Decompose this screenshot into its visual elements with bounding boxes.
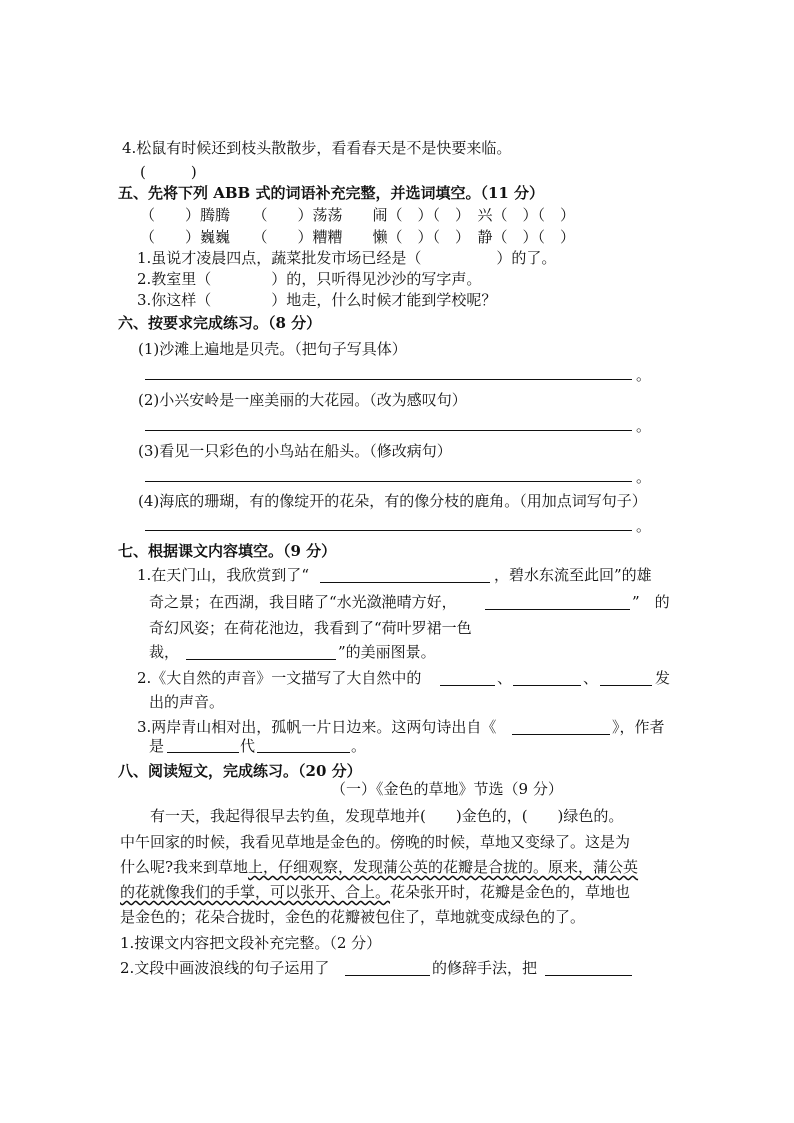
abb-row-2: （ ）巍巍 （ ）糟糟 懒（ ）（ ） 静（ ）（ ） [140, 228, 576, 246]
answer-line-4[interactable] [145, 530, 632, 531]
section-7-q1-line3: 奇幻风姿；在荷花池边，我看到了“荷叶罗裙一色 [149, 619, 472, 637]
wavy-underlined-sentence: 上，仔细观察，发现蒲公英的花瓣是合拢的。原来，蒲公英 [248, 858, 639, 876]
blank-compare-subject[interactable] [545, 975, 632, 976]
section-7-q2-line1-end: 发 [655, 669, 671, 687]
section-7-title: 七、根据课文内容填空。（9 分） [118, 542, 337, 560]
section-7-q1-line2-end: ” 的 [632, 593, 670, 611]
passage-line-1: 有一天，我起得很早去钓鱼，发现草地并( )金色的，( )绿色的。 [120, 807, 624, 825]
section-7-q1-line1-start: 1.在天门山，我欣赏到了“ [137, 566, 309, 584]
section-7-q2-line1-start: 2.《大自然的声音》一文描写了大自然中的 [137, 669, 422, 687]
section-7-q3-line2-start: 是 [149, 737, 165, 755]
passage-line-3 [120, 858, 638, 876]
question-4-text: 4.松鼠有时候还到枝头散散步，看看春天是不是快要来临。 [122, 139, 512, 157]
section-7-q3-dynasty-char: 代 [240, 737, 256, 755]
section-7-q1-line1-end: ，碧水东流至此回”的雄 [494, 566, 652, 584]
passage-line-4-plain: 花朵张开时，花瓣是金色的，草地也 [390, 883, 631, 901]
section-7-q3-line1-end: 》，作者 [612, 718, 665, 736]
section-7-q3-line1-start: 3.两岸青山相对出，孤帆一片日边来。这两句诗出自《 [137, 718, 497, 736]
passage-question-2-mid: 的修辞手法，把 [432, 959, 538, 977]
end-mark: 。 [636, 366, 652, 384]
answer-line-1[interactable] [145, 379, 632, 380]
section-7-q1-line2-start: 奇之景；在西湖，我目睹了“水光潋滟晴方好， [149, 593, 457, 611]
section-6-item-4: (4)海底的珊瑚，有的像绽开的花朵，有的像分枝的鹿角。（用加点词写句子） [138, 492, 647, 510]
end-mark: 。 [636, 517, 652, 535]
blank-poem-title[interactable] [512, 734, 610, 735]
wavy-underlined-sentence: 的花就像我们的手掌，可以张开、合上。 [120, 883, 391, 901]
section-7-q1-line4-end: ”的美丽图景。 [338, 643, 436, 661]
blank-poem-line-1[interactable] [320, 582, 490, 583]
passage-question-2-start: 2.文段中画波浪线的句子运用了 [120, 959, 330, 977]
passage-line-4 [120, 883, 630, 901]
blank-sound-1[interactable] [440, 685, 495, 686]
abb-row-1: （ ）腾腾 （ ）荡荡 闹（ ）（ ） 兴（ ）（ ） [140, 206, 576, 224]
section-5-item-1: 1.虽说才凌晨四点，蔬菜批发市场已经是（ ）的了。 [137, 249, 557, 267]
section-5-item-3: 3.你这样（ ）地走，什么时候才能到学校呢？ [137, 291, 497, 309]
blank-poem-line-2[interactable] [485, 609, 630, 610]
blank-sound-3[interactable] [600, 685, 652, 686]
section-7-q1-line4-start: 裁， [149, 643, 180, 661]
passage-line-3-plain: 什么呢?我来到草地 [120, 858, 249, 876]
blank-sound-2[interactable] [513, 685, 581, 686]
section-6-item-2: (2)小兴安岭是一座美丽的大花园。（改为感叹句） [138, 391, 467, 409]
section-7-q3-line2-end: 。 [351, 737, 367, 755]
section-6-item-3: (3)看见一只彩色的小鸟站在船头。（修改病句） [138, 442, 452, 460]
answer-line-3[interactable] [145, 481, 632, 482]
passage-line-2: 中午回家的时候，我看见草地是金色的。傍晚的时候，草地又变绿了。这是为 [120, 833, 631, 851]
end-mark: 。 [636, 468, 652, 486]
section-7-q2-line2: 出的声音。 [149, 693, 225, 711]
end-mark: 。 [636, 417, 652, 435]
section-6-item-1: (1)沙滩上遍地是贝壳。（把句子写具体） [138, 340, 407, 358]
section-5-item-2: 2.教室里（ ）的，只听得见沙沙的写字声。 [137, 270, 482, 288]
blank-poem-line-3[interactable] [186, 659, 336, 660]
passage-question-1: 1.按课文内容把文段补充完整。（2 分） [120, 934, 382, 952]
separator: 、 [497, 669, 513, 687]
passage-subtitle: （一）《金色的草地》节选（9 分） [331, 780, 563, 798]
blank-rhetoric[interactable] [345, 975, 430, 976]
answer-line-2[interactable] [145, 430, 632, 431]
section-8-title: 八、阅读短文，完成练习。（20 分） [118, 762, 362, 780]
question-4-answer-paren: ( ) [140, 163, 197, 181]
section-5-title: 五、先将下列 ABB 式的词语补充完整，并选词填空。（11 分） [118, 184, 545, 202]
passage-line-5: 是金色的；花朵合拢时，金色的花瓣被包住了，草地就变成绿色的了。 [120, 908, 586, 926]
blank-author[interactable] [257, 752, 350, 753]
section-6-title: 六、按要求完成练习。（8 分） [118, 314, 322, 332]
blank-dynasty[interactable] [167, 752, 239, 753]
separator: 、 [583, 669, 599, 687]
